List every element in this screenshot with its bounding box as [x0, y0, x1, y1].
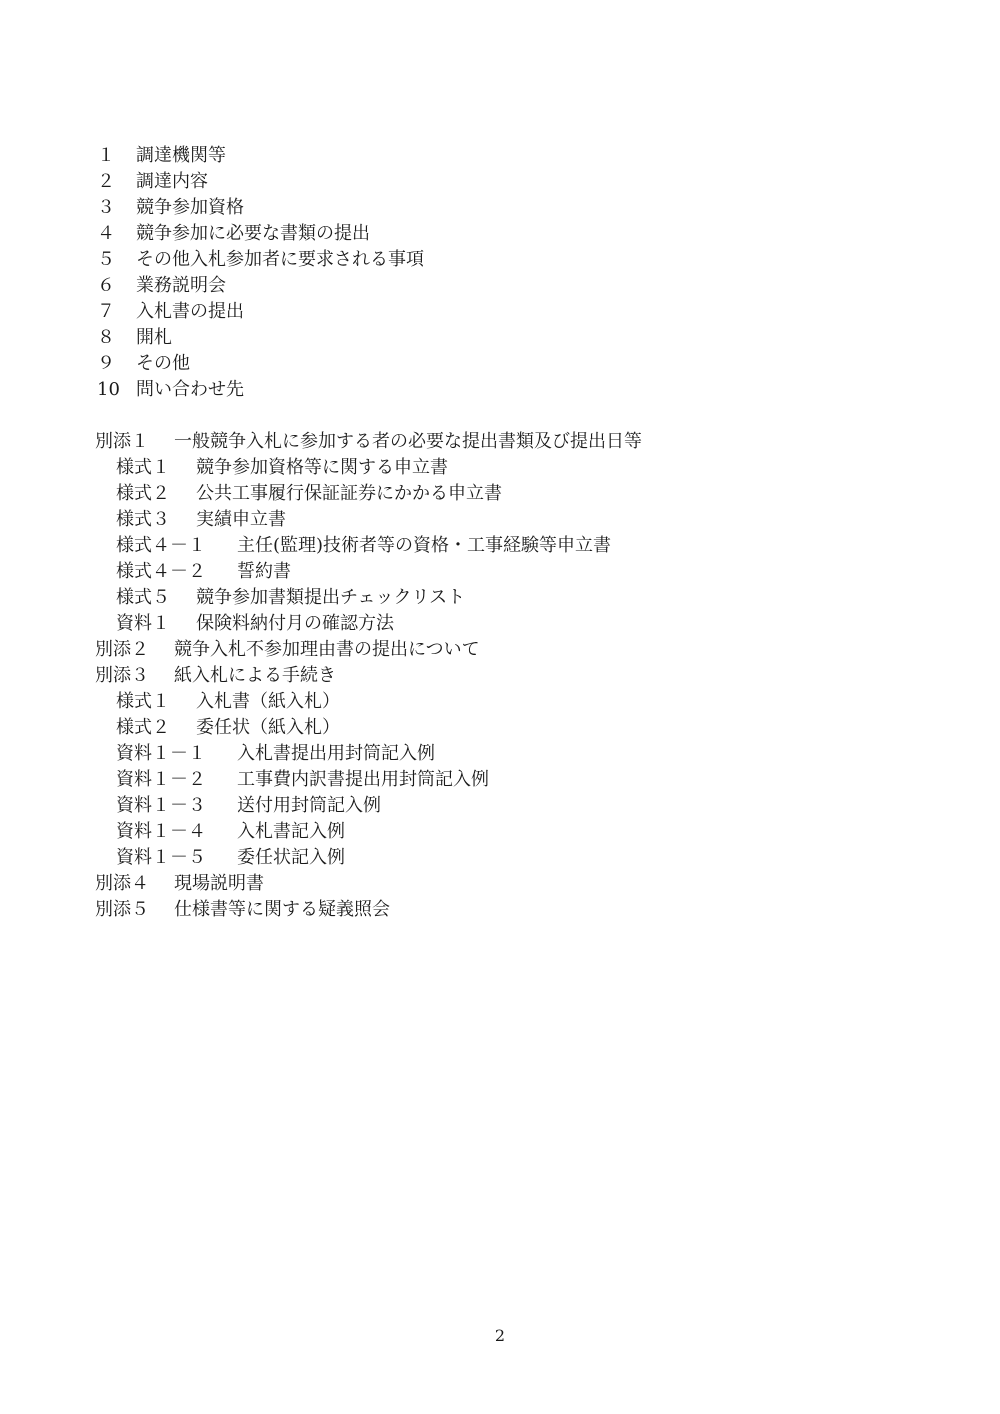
section-label: 競争参加資格 [136, 197, 244, 218]
section-label: 調達内容 [136, 171, 208, 192]
section-item [95, 351, 915, 377]
reference-item [95, 741, 915, 767]
section-spacer [95, 403, 915, 429]
section-label: 入札書の提出 [136, 301, 244, 322]
form-item [95, 689, 915, 715]
reference-item [95, 767, 915, 793]
form-label: 入札書（紙入札） [196, 691, 340, 712]
form-code: 様式２ [116, 717, 170, 738]
page-number: 2 [494, 1326, 506, 1345]
attachment-item [95, 637, 915, 663]
section-item [95, 143, 915, 169]
section-number: ４ [97, 223, 115, 244]
reference-label: 入札書記入例 [237, 821, 345, 842]
section-number: １ [97, 145, 115, 166]
form-label: 競争参加書類提出チェックリスト [196, 587, 466, 608]
attachment-label: 競争入札不参加理由書の提出について [174, 639, 480, 660]
form-code: 様式３ [116, 509, 170, 530]
reference-item [95, 611, 915, 637]
reference-code: 資料１－５ [116, 847, 206, 868]
section-number: ３ [97, 197, 115, 218]
form-item [95, 507, 915, 533]
attachment-code: 別添３ [95, 665, 149, 686]
section-item [95, 325, 915, 351]
reference-code: 資料１ [116, 613, 170, 634]
section-label: その他 [136, 353, 190, 374]
form-item [95, 533, 915, 559]
reference-code: 資料１－３ [116, 795, 206, 816]
form-item [95, 559, 915, 585]
form-code: 様式４－１ [116, 535, 206, 556]
section-number: ９ [97, 353, 115, 374]
section-number: ２ [97, 171, 115, 192]
reference-code: 資料１－４ [116, 821, 206, 842]
form-item [95, 585, 915, 611]
form-item [95, 481, 915, 507]
form-code: 様式４－２ [116, 561, 206, 582]
section-item [95, 221, 915, 247]
form-label: 実績申立書 [196, 509, 286, 530]
section-label: 開札 [136, 327, 172, 348]
attachment-label: 紙入札による手続き [174, 665, 336, 686]
reference-item [95, 819, 915, 845]
attachment-label: 一般競争入札に参加する者の必要な提出書類及び提出日等 [174, 431, 642, 452]
section-number: ５ [97, 249, 115, 270]
attachment-label: 現場説明書 [174, 873, 264, 894]
section-label: 問い合わせ先 [136, 379, 244, 400]
section-item [95, 169, 915, 195]
reference-label: 入札書提出用封筒記入例 [237, 743, 435, 764]
attachment-code: 別添４ [95, 873, 149, 894]
section-item [95, 195, 915, 221]
reference-code: 資料１－２ [116, 769, 206, 790]
reference-item [95, 845, 915, 871]
section-number: ８ [97, 327, 115, 348]
form-item [95, 455, 915, 481]
form-label: 主任(監理)技術者等の資格・工事経験等申立書 [237, 535, 612, 556]
section-label: 業務説明会 [136, 275, 226, 296]
reference-code: 資料１－１ [116, 743, 206, 764]
section-item [95, 299, 915, 325]
form-code: 様式２ [116, 483, 170, 504]
section-label: 競争参加に必要な書類の提出 [136, 223, 370, 244]
section-item [95, 273, 915, 299]
section-item [95, 247, 915, 273]
form-label: 誓約書 [237, 561, 291, 582]
attachment-code: 別添１ [95, 431, 149, 452]
attachment-code: 別添２ [95, 639, 149, 660]
section-number: ６ [97, 275, 115, 296]
attachment-label: 仕様書等に関する疑義照会 [174, 899, 390, 920]
attachment-item [95, 871, 915, 897]
attachment-item [95, 663, 915, 689]
reference-item [95, 793, 915, 819]
section-number: 10 [97, 379, 120, 400]
section-label: その他入札参加者に要求される事項 [136, 249, 424, 270]
reference-label: 送付用封筒記入例 [237, 795, 381, 816]
form-code: 様式１ [116, 457, 170, 478]
section-item [95, 377, 915, 403]
reference-label: 工事費内訳書提出用封筒記入例 [237, 769, 489, 790]
form-item [95, 715, 915, 741]
reference-label: 保険料納付月の確認方法 [196, 613, 394, 634]
form-label: 公共工事履行保証証券にかかる申立書 [196, 483, 502, 504]
attachment-item [95, 429, 915, 455]
attachment-item [95, 897, 915, 923]
attachment-code: 別添５ [95, 899, 149, 920]
table-of-contents [95, 143, 915, 923]
section-label: 調達機関等 [136, 145, 226, 166]
form-label: 委任状（紙入札） [196, 717, 340, 738]
form-label: 競争参加資格等に関する申立書 [196, 457, 448, 478]
reference-label: 委任状記入例 [237, 847, 345, 868]
section-number: ７ [97, 301, 115, 322]
form-code: 様式１ [116, 691, 170, 712]
form-code: 様式５ [116, 587, 170, 608]
